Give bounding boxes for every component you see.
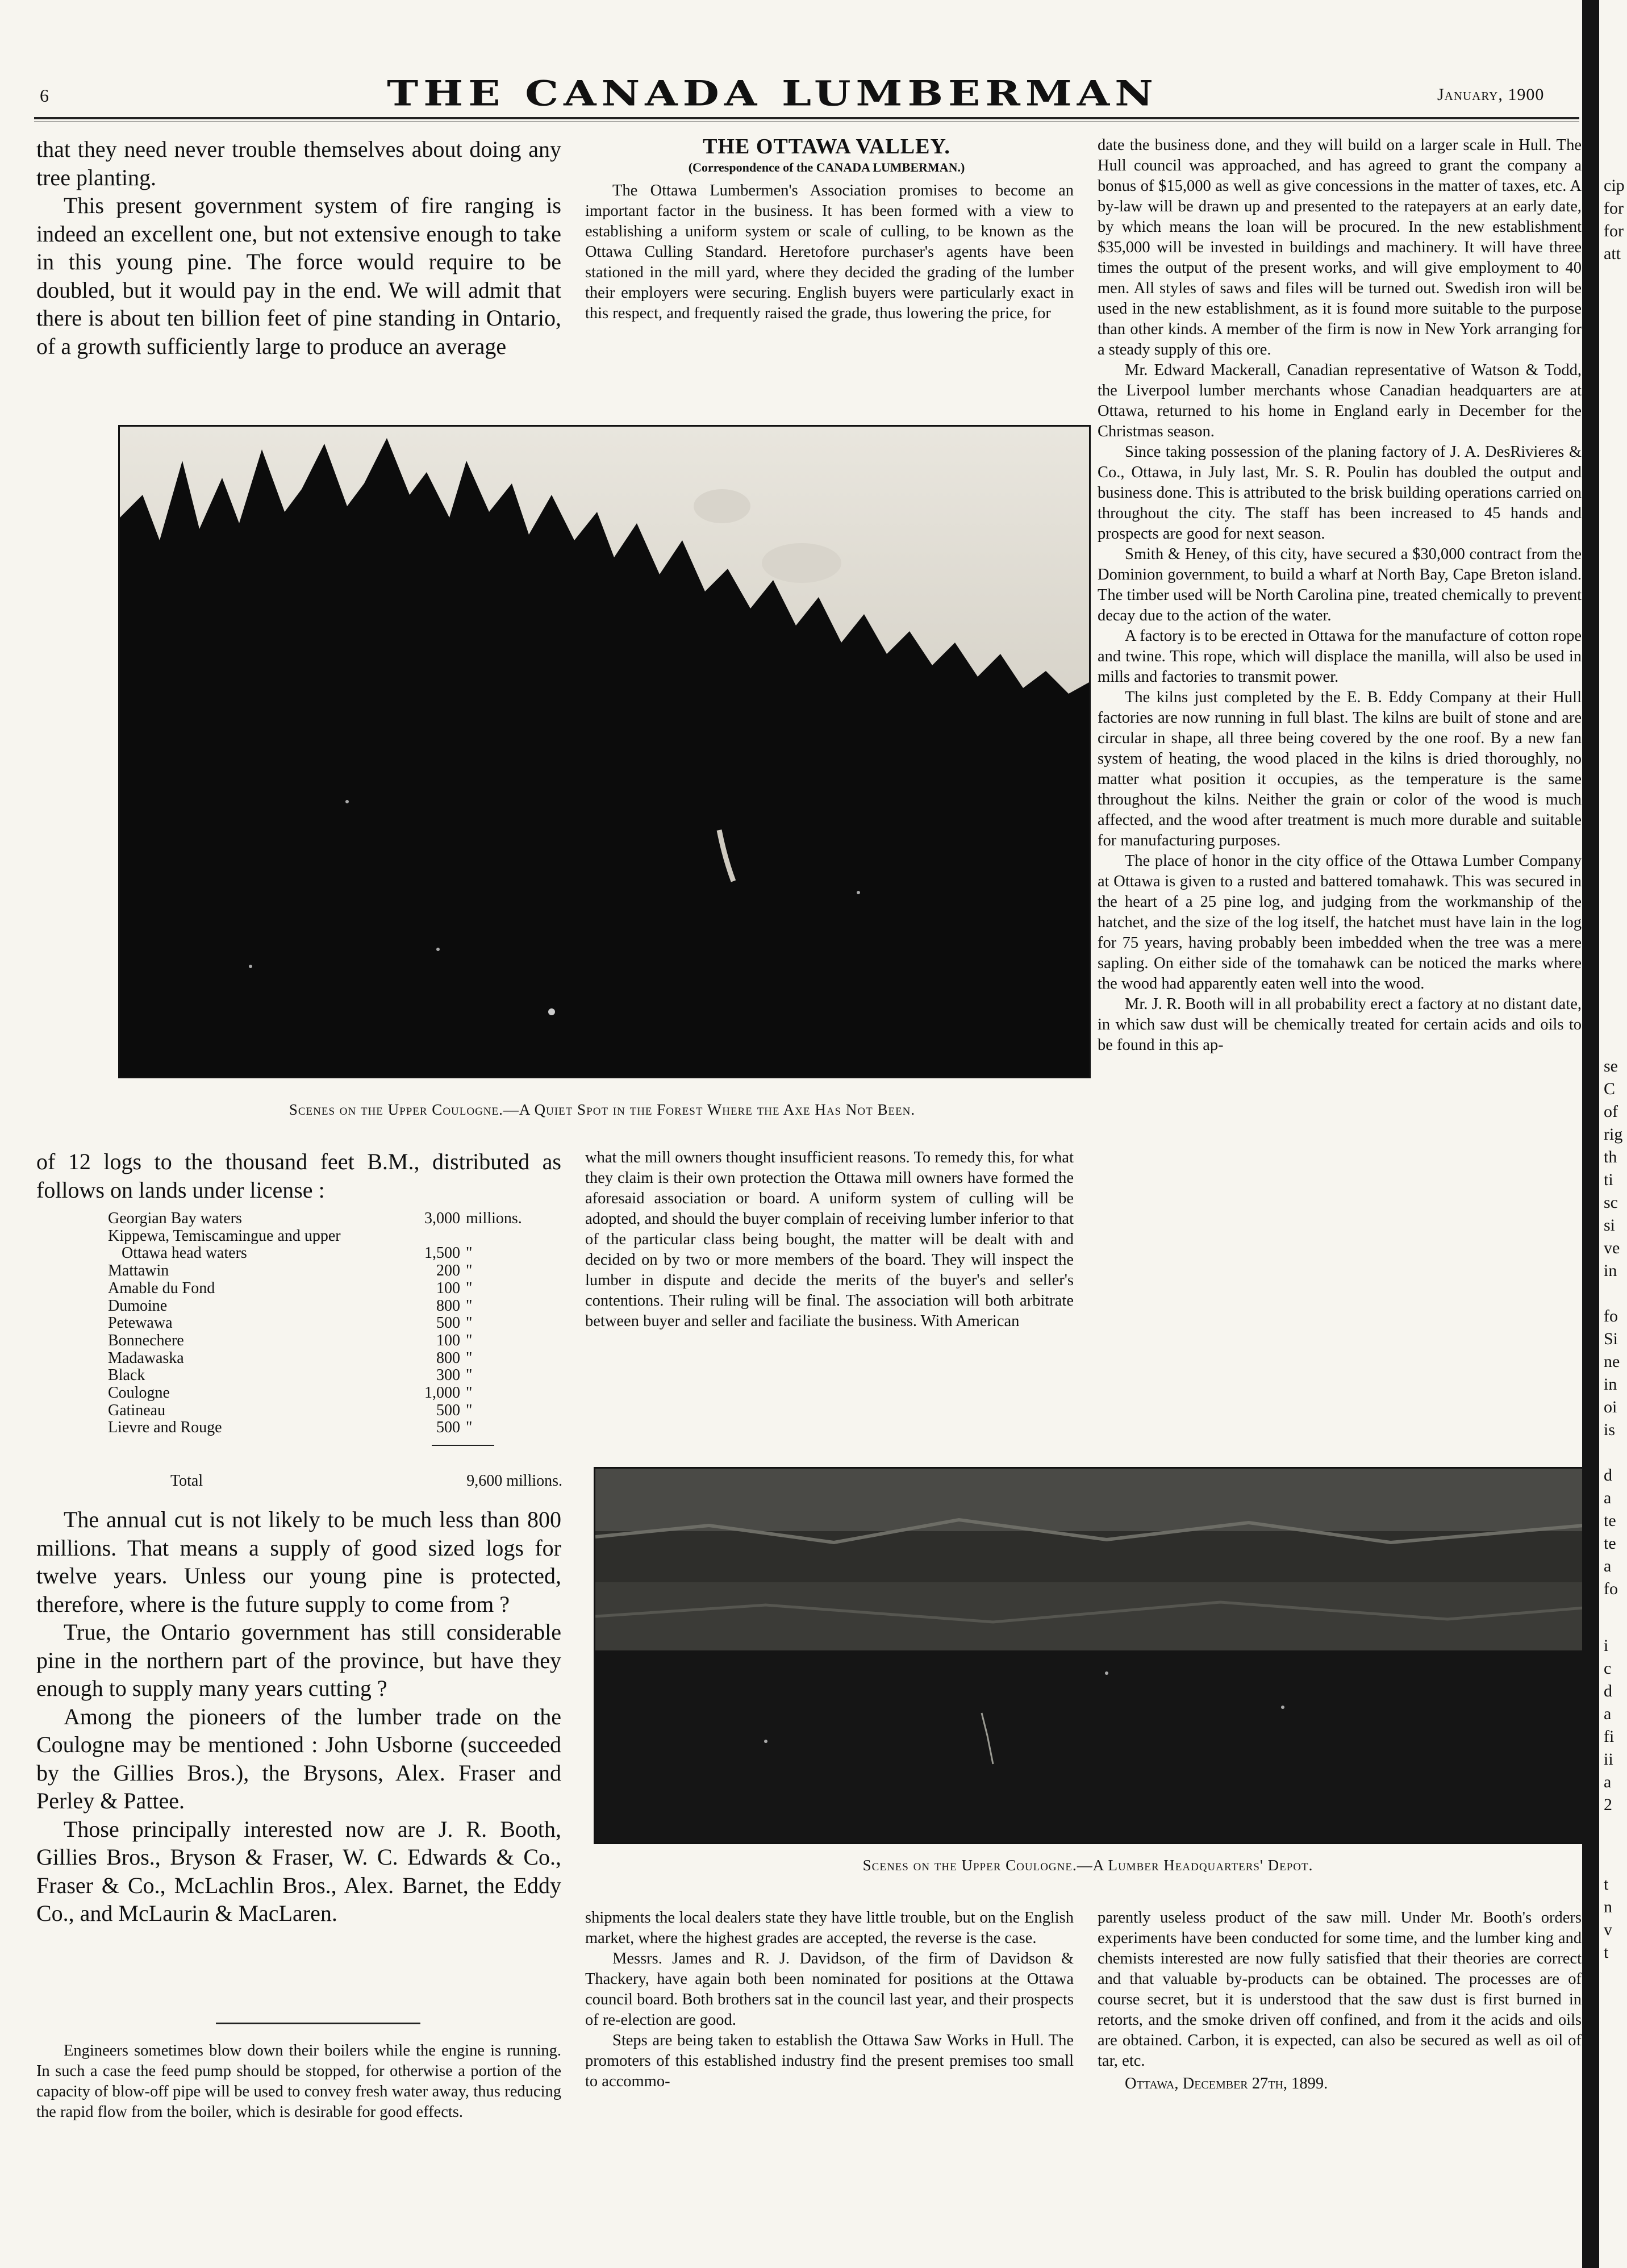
paragraph: Engineers sometimes blow down their boilers while the engine is running. In such a case the feed pump should be stopped, for otherwise a portion of the capacity of blow-off pipe will be used to convey fresh water away, thus reducing the rapid flow from the boiler, which is desirable for good effects. [36, 2042, 561, 2121]
table-cell-value [411, 1228, 460, 1245]
table-cell-value: 800 [436, 1349, 460, 1367]
edge-fragment: of [1604, 1102, 1618, 1121]
table-cell-name: Coulogne [108, 1385, 170, 1402]
table-row [108, 1402, 551, 1420]
edge-fragment: ii [1604, 1750, 1613, 1769]
table-cell-unit: " [466, 1349, 473, 1367]
edge-fragment: c [1604, 1659, 1612, 1678]
paragraph: that they need never trouble themselves about doing any tree planting. [36, 136, 561, 190]
table-cell-value: 100 [436, 1279, 460, 1297]
table-row [108, 1298, 551, 1315]
table-cell-name: Dumoine [108, 1297, 168, 1315]
edge-fragment: 2 [1604, 1795, 1612, 1814]
depot-scene [595, 1469, 1584, 1842]
table-cell-unit: " [466, 1296, 473, 1315]
table-cell-name: Black [108, 1367, 145, 1385]
paragraph: Mr. J. R. Booth will in all probability erect a factory at no distant date, in which saw dust will be chemically treated for certain acids and oils to be found in this ap- [1098, 995, 1582, 1054]
binding-shadow [1582, 0, 1599, 2268]
paragraph: The Ottawa Lumbermen's Association promises to become an important factor in the business. It has been formed with a view to establishing a uniform system or scale of culling, to be known as the Ottawa Culling Standard. Heretofore purchaser's agents have been stationed in the mill yard, where they decided the grading of the lumber their employers were securing. English buyers were particularly exact in this respect, and frequently raised the grade, thus lowering the price, for [585, 182, 1074, 322]
table-cell-value: 1,000 [424, 1384, 460, 1402]
signoff: Ottawa, December 27th, 1899. [1125, 2075, 1328, 2092]
table-cell-value: 100 [436, 1331, 460, 1349]
edge-fragment: Si [1604, 1329, 1618, 1348]
table-row [108, 1262, 551, 1280]
edge-fragment: in [1604, 1375, 1617, 1394]
paragraph: shipments the local dealers state they have little trouble, but on the English market, where the highest grades are accepted, the reverse is the case. [585, 1909, 1074, 1947]
table-rule [432, 1445, 494, 1446]
table-cell-unit: " [466, 1366, 473, 1385]
table-row [108, 1332, 551, 1350]
article-byline: (Correspondence of the CANADA LUMBERMAN.) [688, 160, 965, 174]
edge-fragment: n [1604, 1898, 1612, 1916]
edge-fragment: for [1604, 199, 1624, 218]
edge-fragment: sc [1604, 1193, 1618, 1212]
table-cell-value: 200 [436, 1262, 460, 1280]
table-row [108, 1280, 551, 1298]
article-title: THE OTTAWA VALLEY. [703, 135, 950, 159]
table-row [108, 1315, 551, 1332]
edge-fragment: C [1604, 1079, 1616, 1098]
edge-fragment: fo [1604, 1579, 1618, 1598]
issue-date: January, 1900 [1437, 85, 1545, 104]
edge-fragment: ve [1604, 1239, 1620, 1257]
paragraph: True, the Ontario government has still considerable pine in the northern part of the province, but have they enough to supply many years cutting ? [36, 1619, 561, 1701]
header-rule [34, 117, 1579, 119]
photo2-caption: Scenes on the Upper Coulogne.—A Lumber Headquarters' Depot. [862, 1857, 1313, 1874]
table-cell-unit [460, 1228, 551, 1245]
col1-intro [36, 1148, 561, 1204]
table-cell-name: Petewawa [108, 1315, 173, 1332]
table-cell-value: 1,500 [424, 1244, 460, 1262]
col2-bottom-text [585, 1908, 1074, 2092]
paragraph: of 12 logs to the thousand feet B.M., distributed as follows on lands under license : [36, 1149, 561, 1203]
paragraph: parently useless product of the saw mill. Under Mr. Booth's orders experiments have been conducted for some time, and the lumber king and chemists interested are now fully satisfied that their theories are correct and that valuable by-products can be obtained. The processes are of course secret, but it is understood that the saw dust is first burned in retorts, and the smoke driven off confined, and from it the acids and oils are obtained. Carbon, it is expected, can also be secured as well as oil of tar, etc. [1098, 1909, 1582, 2070]
edge-fragment: te [1604, 1534, 1616, 1553]
paragraph: A factory is to be erected in Ottawa for the manufacture of cotton rope and twine. This rope, which will displace the manilla, will also be used in mills and factories to transmit power. [1098, 627, 1582, 686]
table-cell-name: Bonnechere [108, 1332, 184, 1349]
edge-fragment: a [1604, 1489, 1612, 1507]
table-cell-unit: " [466, 1384, 473, 1402]
edge-fragment: oi [1604, 1398, 1617, 1416]
edge-fragment: a [1604, 1773, 1612, 1791]
depot-photo [594, 1467, 1586, 1844]
edge-fragment: a [1604, 1557, 1612, 1575]
edge-fragment: th [1604, 1148, 1617, 1166]
edge-fragment: rig [1604, 1125, 1623, 1144]
photo1-caption: Scenes on the Upper Coulogne.—A Quiet Spot in the Forest Where the Axe Has Not Been. [289, 1101, 916, 1118]
col1-top-text [36, 135, 561, 360]
col1-note [36, 2041, 561, 2123]
edge-fragment: a [1604, 1704, 1612, 1723]
col1-bottom-text [36, 1506, 561, 1928]
paragraph: Those principally interested now are J. R. Booth, Gillies Bros., Bryson & Fraser, W. C. Edwards & Co., Fraser & Co., McLachlin Bros., Alex. Barnet, the Eddy Co., and McLaurin & MacLaren. [36, 1816, 561, 1926]
paragraph: date the business done, and they will build on a larger scale in Hull. The Hull council was approached, and has agreed to grant the company a bonus of $15,000 as well as give concessions in the matter of taxes, etc. A by-law will be drawn up and presented to the ratepayers at an early date, by which means the loan will be procured. In the new establishment $35,000 will be invested in buildings and machinery. It will have three times the output of the present works, and will give employment to 40 men. All styles of saws and files will be turned out. Swedish iron will be used in the new establishment, as it is found more suitable to the purpose than other kinds. A member of the firm is now in New York arranging for a steady supply of this ore. [1098, 136, 1582, 358]
forest-silhouette [120, 427, 1089, 1077]
table-cell-value: 500 [436, 1419, 460, 1437]
table-row [108, 1385, 551, 1402]
page-number: 6 [40, 85, 49, 106]
edge-fragment: i [1604, 1636, 1609, 1655]
table-cell-name: Lievre and Rouge [108, 1419, 222, 1437]
edge-fragment: ne [1604, 1352, 1620, 1371]
table-cell-name: Ottawa head waters [122, 1245, 247, 1262]
table-cell-name: Kippewa, Temiscamingue and upper [108, 1227, 341, 1245]
table-total-value: 9,600 millions. [466, 1472, 562, 1490]
paragraph: Smith & Heney, of this city, have secured a $30,000 contract from the Dominion government, to build a wharf at North Bay, Cape Breton island. The timber used will be North Carolina pine, treated chemically to prevent decay due to the action of the water. [1098, 545, 1582, 624]
edge-fragment: fi [1604, 1727, 1615, 1746]
table-row [108, 1245, 551, 1262]
table-row [108, 1350, 551, 1368]
paragraph: This present government system of fire ranging is indeed an excellent one, but not extensive enough to take in this young pine. The force would require to be doubled, but it would pay in the end. We will admit that there is about ten billion feet of pine standing in Ontario, of a growth sufficiently large to produce an average [36, 193, 561, 359]
edge-fragment: ti [1604, 1170, 1613, 1189]
edge-fragment: for [1604, 222, 1624, 240]
table-cell-unit: " [466, 1401, 473, 1419]
table-cell-unit: " [466, 1244, 473, 1262]
edge-fragment: d [1604, 1466, 1612, 1485]
edge-fragment: cip [1604, 176, 1625, 195]
paragraph: what the mill owners thought insufficient reasons. To remedy this, for what they claim is their own protection the Ottawa mill owners have formed the aforesaid association or board. A uniform system of culling will be adopted, and should the buyer complain of receiving lumber inferior to that of the particular class being bought, the matter will be dealt with and decided on by two or more members of the board. They will inspect the lumber in dispute and decide the merits of the buyer's and seller's contentions. Their ruling will be final. The association will both arbitrate between buyer and seller and faciliate the business. With American [585, 1149, 1074, 1330]
edge-fragment: is [1604, 1420, 1616, 1439]
edge-fragment: d [1604, 1682, 1612, 1700]
table-cell-value: 3,000 [424, 1210, 460, 1227]
edge-fragment: att [1604, 244, 1621, 263]
paragraph: The annual cut is not likely to be much less than 800 millions. That means a supply of good sized logs for twelve years. Unless our young pine is protected, therefore, where is the future supply to come from ? [36, 1507, 561, 1617]
edge-fragment: in [1604, 1261, 1617, 1280]
edge-fragment: se [1604, 1057, 1618, 1075]
table-row [108, 1367, 551, 1385]
paragraph: Steps are being taken to establish the Ottawa Saw Works in Hull. The promoters of this established industry find the present premises too small to accommo- [585, 2032, 1074, 2090]
col3-top-text [1098, 135, 1582, 1056]
table-cell-unit: " [466, 1262, 473, 1280]
table-cell-name: Georgian Bay waters [108, 1210, 242, 1227]
license-table [108, 1210, 551, 1437]
adjacent-page-edge [1582, 0, 1627, 2268]
col2-top-text [585, 181, 1074, 324]
table-row [108, 1228, 551, 1245]
forest-photo [118, 425, 1091, 1078]
table-cell-value: 300 [436, 1366, 460, 1385]
paragraph: The kilns just completed by the E. B. Eddy Company at their Hull factories are now running in full blast. The kilns are built of stone and are circular in shape, all three being covered by the one roof. By a new fan system of heating, the wood placed in the kilns is dried thoroughly, no matter what position it occupies, as the temperature is the same throughout the kilns. Neither the grain or color of the wood is much affected, and the wood after treatment is much more durable and suitable for manufacturing purposes. [1098, 689, 1582, 849]
edge-fragment: fo [1604, 1307, 1618, 1325]
section-divider [216, 2023, 420, 2024]
col2-mid-text [585, 1148, 1074, 1332]
edge-fragment: t [1604, 1943, 1609, 1962]
table-cell-unit: " [466, 1419, 473, 1437]
table-cell-unit: " [466, 1314, 473, 1332]
paragraph: Among the pioneers of the lumber trade on the Coulogne may be mentioned : John Usborne (succeeded by the Gillies Bros.), the Brysons, Alex. Fraser and Perley & Pattee. [36, 1703, 561, 1813]
paragraph: Messrs. James and R. J. Davidson, of the firm of Davidson & Thackery, have again both been nominated for positions at the Ottawa council board. Both brothers sat in the council last year, and their prospects of re-election are good. [585, 1950, 1074, 2029]
edge-fragment: t [1604, 1875, 1609, 1894]
paragraph: The place of honor in the city office of the Ottawa Lumber Company at Ottawa is given to a rusted and battered tomahawk. This was secured in the heart of a 25 pine log, and judging from the workmanship of the hatchet, and the size of the log itself, the hatchet must have lain in the log for 75 years, having probably been imbedded when the tree was a mere sapling. On either side of the tomahawk can be noticed the marks where the wood had apparently eaten well into the wood. [1098, 852, 1582, 993]
table-row [108, 1419, 551, 1437]
table-total-row [170, 1473, 562, 1490]
table-cell-name: Mattawin [108, 1262, 169, 1280]
edge-fragment: v [1604, 1920, 1612, 1939]
table-total-label: Total [170, 1472, 203, 1490]
table-cell-unit: " [466, 1331, 473, 1349]
table-cell-name: Madawaska [108, 1349, 184, 1367]
paragraph: Mr. Edward Mackerall, Canadian representative of Watson & Todd, the Liverpool lumber merchants whose Canadian headquarters are at Ottawa, returned to his home in England early in December for the Christmas season. [1098, 361, 1582, 440]
col3-bottom-text [1098, 1908, 1582, 2094]
table-cell-unit: " [466, 1279, 473, 1297]
table-row [108, 1210, 551, 1228]
table-cell-value: 500 [436, 1401, 460, 1419]
paragraph: Since taking possession of the planing factory of J. A. DesRivieres & Co., Ottawa, in July last, Mr. S. R. Poulin has doubled the output and business done. This is attributed to the brisk building operations carried on throughout the city. The staff has been increased to 45 hands and prospects are good for next season. [1098, 443, 1582, 543]
table-cell-name: Gatineau [108, 1402, 166, 1419]
table-cell-unit: millions. [466, 1210, 522, 1227]
table-cell-name: Amable du Fond [108, 1279, 215, 1297]
edge-fragment: si [1604, 1216, 1616, 1235]
edge-fragment: te [1604, 1511, 1616, 1530]
table-cell-value: 500 [436, 1314, 460, 1332]
table-cell-value: 800 [436, 1296, 460, 1315]
masthead: THE CANADA LUMBERMAN [387, 73, 1158, 114]
